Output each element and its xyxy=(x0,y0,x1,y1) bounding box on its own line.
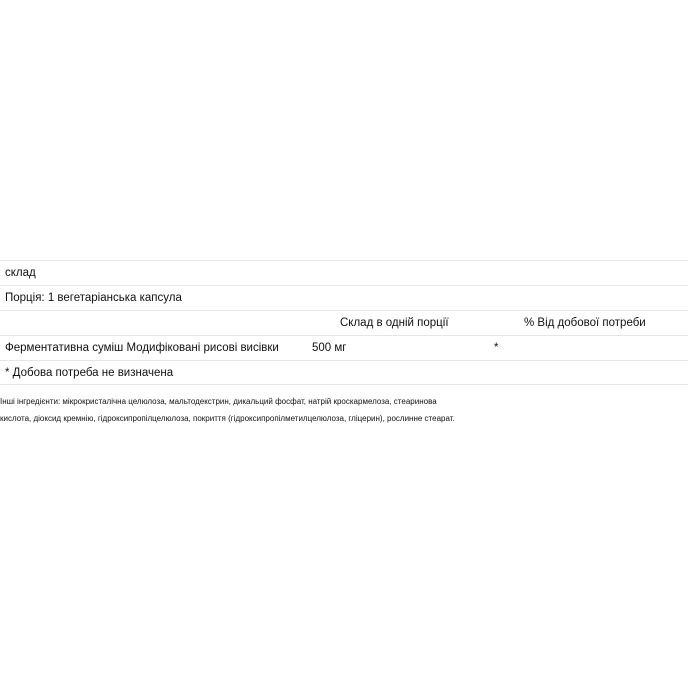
daily-value-column-header: % Від добової потреби xyxy=(524,317,646,329)
facts-title: склад xyxy=(5,267,36,279)
table-row xyxy=(0,335,688,360)
header-row xyxy=(0,310,688,335)
footnote: * Добова потреба не визначена xyxy=(5,367,174,379)
other-ingredients xyxy=(0,393,688,427)
ingredient-amount: 500 мг xyxy=(312,342,347,354)
footnote-row xyxy=(0,360,688,385)
ingredient-name: Ферментативна суміш Модифіковані рисові висівки xyxy=(5,342,279,354)
other-ingredients-line-2: кислота, діоксид кремнію, гідроксипропілцелюлоза, покриття (гідроксипропілметилцелюлоза, гліцерин), рослинне стеарат. xyxy=(0,414,455,423)
amount-column-header: Склад в одній порції xyxy=(340,317,449,329)
facts-title-row xyxy=(0,260,688,285)
other-ingredients-line-1: Інші інгредієнти: мікрокристалічна целюлоза, мальтодекстрин, дикальций фосфат, натрій кроскармелоза, стеаринова xyxy=(0,397,437,406)
serving-row xyxy=(0,285,688,310)
ingredient-daily-value: * xyxy=(494,342,499,354)
supplement-facts-table xyxy=(0,260,688,385)
serving-size: Порція: 1 вегетаріанська капсула xyxy=(5,292,182,304)
